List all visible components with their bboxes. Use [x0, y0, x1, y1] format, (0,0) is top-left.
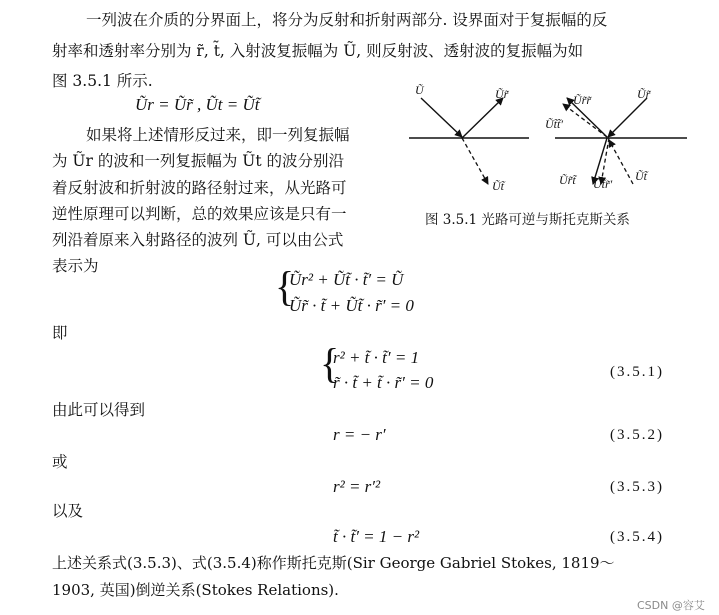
figure-caption: 图 3.5.1 光路可逆与斯托克斯关系 — [425, 212, 630, 228]
paragraph-1-line-3: 图 3.5.1 所示. — [52, 72, 153, 90]
label-t-right: Ũt̃ — [635, 169, 647, 183]
equation-number-3-5-1: (3.5.1) — [610, 364, 664, 380]
reflected-ray — [462, 98, 503, 138]
label-tr: Ũt̃r̃′ — [593, 177, 613, 191]
system-1-equation-2: Ũr̃ · t̃ + Ũt̃ · r̃′ = 0 — [289, 296, 414, 315]
incident-ray — [421, 98, 462, 137]
paragraph-2-line-5: 列沿着原来入射路径的波列 Ũ, 可以由公式 — [52, 231, 344, 249]
word-ji: 即 — [52, 324, 68, 342]
equation-number-3-5-2: (3.5.2) — [610, 427, 664, 443]
system-1-equation-1: Ũr² + Ũt̃ · t̃′ = Ũ — [289, 270, 404, 289]
word-or: 或 — [52, 453, 68, 471]
ray-t-incoming — [609, 140, 633, 184]
ray-r-incoming — [608, 98, 647, 137]
paragraph-2-line-3: 着反射波和折射波的路径射过来，从光路可 — [52, 179, 347, 197]
paragraph-2-line-1: 如果将上述情形反过来，即一列复振幅 — [86, 126, 350, 144]
equation-3-5-2: r = − r′ — [333, 425, 386, 444]
system-2-brace: { — [320, 339, 340, 388]
paragraph-2-line-6: 表示为 — [52, 257, 99, 275]
paragraph-1-line-1: 一列波在介质的分界面上，将分为反射和折射两部分. 设界面对于复振幅的反 — [86, 11, 608, 29]
equation-3-5-4: t̃ · t̃′ = 1 − r² — [333, 527, 420, 546]
equation-3-5-3: r² = r′² — [333, 477, 381, 496]
system-1-brace: { — [275, 262, 295, 311]
label-incident: Ũ — [415, 83, 424, 97]
closing-line-2: 1903, 英国)倒逆关系(Stokes Relations). — [52, 581, 339, 599]
system-2-equation-2: r̃ · t̃ + t̃ · r̃′ = 0 — [333, 373, 434, 392]
equation-number-3-5-4: (3.5.4) — [610, 529, 664, 545]
paragraph-2-line-2: 为 Ũr 的波和一列复振幅为 Ũt 的波分别沿 — [52, 152, 344, 170]
system-2-equation-1: r² + t̃ · t̃′ = 1 — [333, 348, 420, 367]
paragraph-2-line-4: 逆性原理可以判断，总的效果应该是只有一 — [52, 205, 347, 223]
label-reflected: Ũr̃ — [495, 87, 509, 101]
watermark: CSDN @容艾 — [637, 599, 705, 612]
paragraph-1-line-2: 射率和透射率分别为 r̃, t̃, 入射波复振幅为 Ũ, 则反射波、透射波的复振幅为如 — [52, 42, 584, 60]
label-transmitted: Ũt̃ — [492, 179, 504, 193]
label-tt: Ũt̃t̃′ — [545, 117, 563, 131]
transmitted-ray — [462, 138, 488, 184]
closing-line-1: 上述关系式(3.5.3)、式(3.5.4)称作斯托克斯(Sir George Gabriel Stokes, 1819～ — [52, 554, 615, 572]
stokes-figure — [395, 80, 710, 205]
label-rr: Ũr̃r̃ — [573, 93, 592, 107]
text-derive: 由此可以得到 — [52, 401, 146, 419]
word-and: 以及 — [52, 502, 84, 520]
label-r-right: Ũr̃ — [637, 87, 651, 101]
equation-number-3-5-3: (3.5.3) — [610, 479, 664, 495]
label-rt: Ũr̃t̃ — [559, 173, 576, 187]
ray-tt-reverse — [563, 104, 607, 137]
equation-reflected-transmitted: Ũr = Ũr̃ , Ũt = Ũt̃ — [135, 95, 260, 114]
